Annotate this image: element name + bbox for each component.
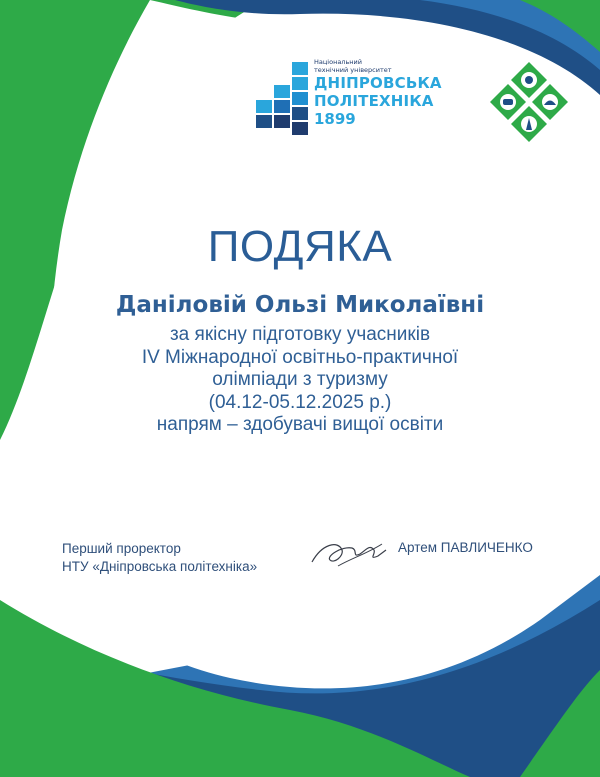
handwritten-signature [308,536,388,570]
logo-small-line2: технічний університет [314,66,392,74]
body-line: (04.12-05.12.2025 р.) [208,391,392,413]
certificate-body [0,324,600,437]
body-line: за якісну підготовку учасників [169,324,431,345]
signatory-name: Артем ПАВЛИЧЕНКО [398,540,533,555]
recipient-name: Даніловій Ользі Миколаївні [115,292,485,318]
university-logo-icon [254,60,312,136]
signatory-position-line2: НТУ «Дніпровська політехніка» [62,559,258,574]
body-line: IV Міжнародної освітньо-практичної [141,346,459,368]
logo-year: 1899 [314,110,356,128]
logo-name-line1: ДНІПРОВСЬКА [314,74,442,92]
logo-name-line2: ПОЛІТЕХНІКА [314,92,434,110]
body-line: напрям – здобувачі вищої освіти [156,414,444,435]
signatory-position-line1: Перший проректор [62,541,181,556]
tourism-logo-icon [488,60,570,146]
body-line: олімпіади з туризму [212,369,388,390]
certificate-title: ПОДЯКА [207,222,393,271]
signatory-position [62,540,257,576]
logo-small-line1: Національний [314,58,362,66]
university-logo-text [314,58,474,128]
